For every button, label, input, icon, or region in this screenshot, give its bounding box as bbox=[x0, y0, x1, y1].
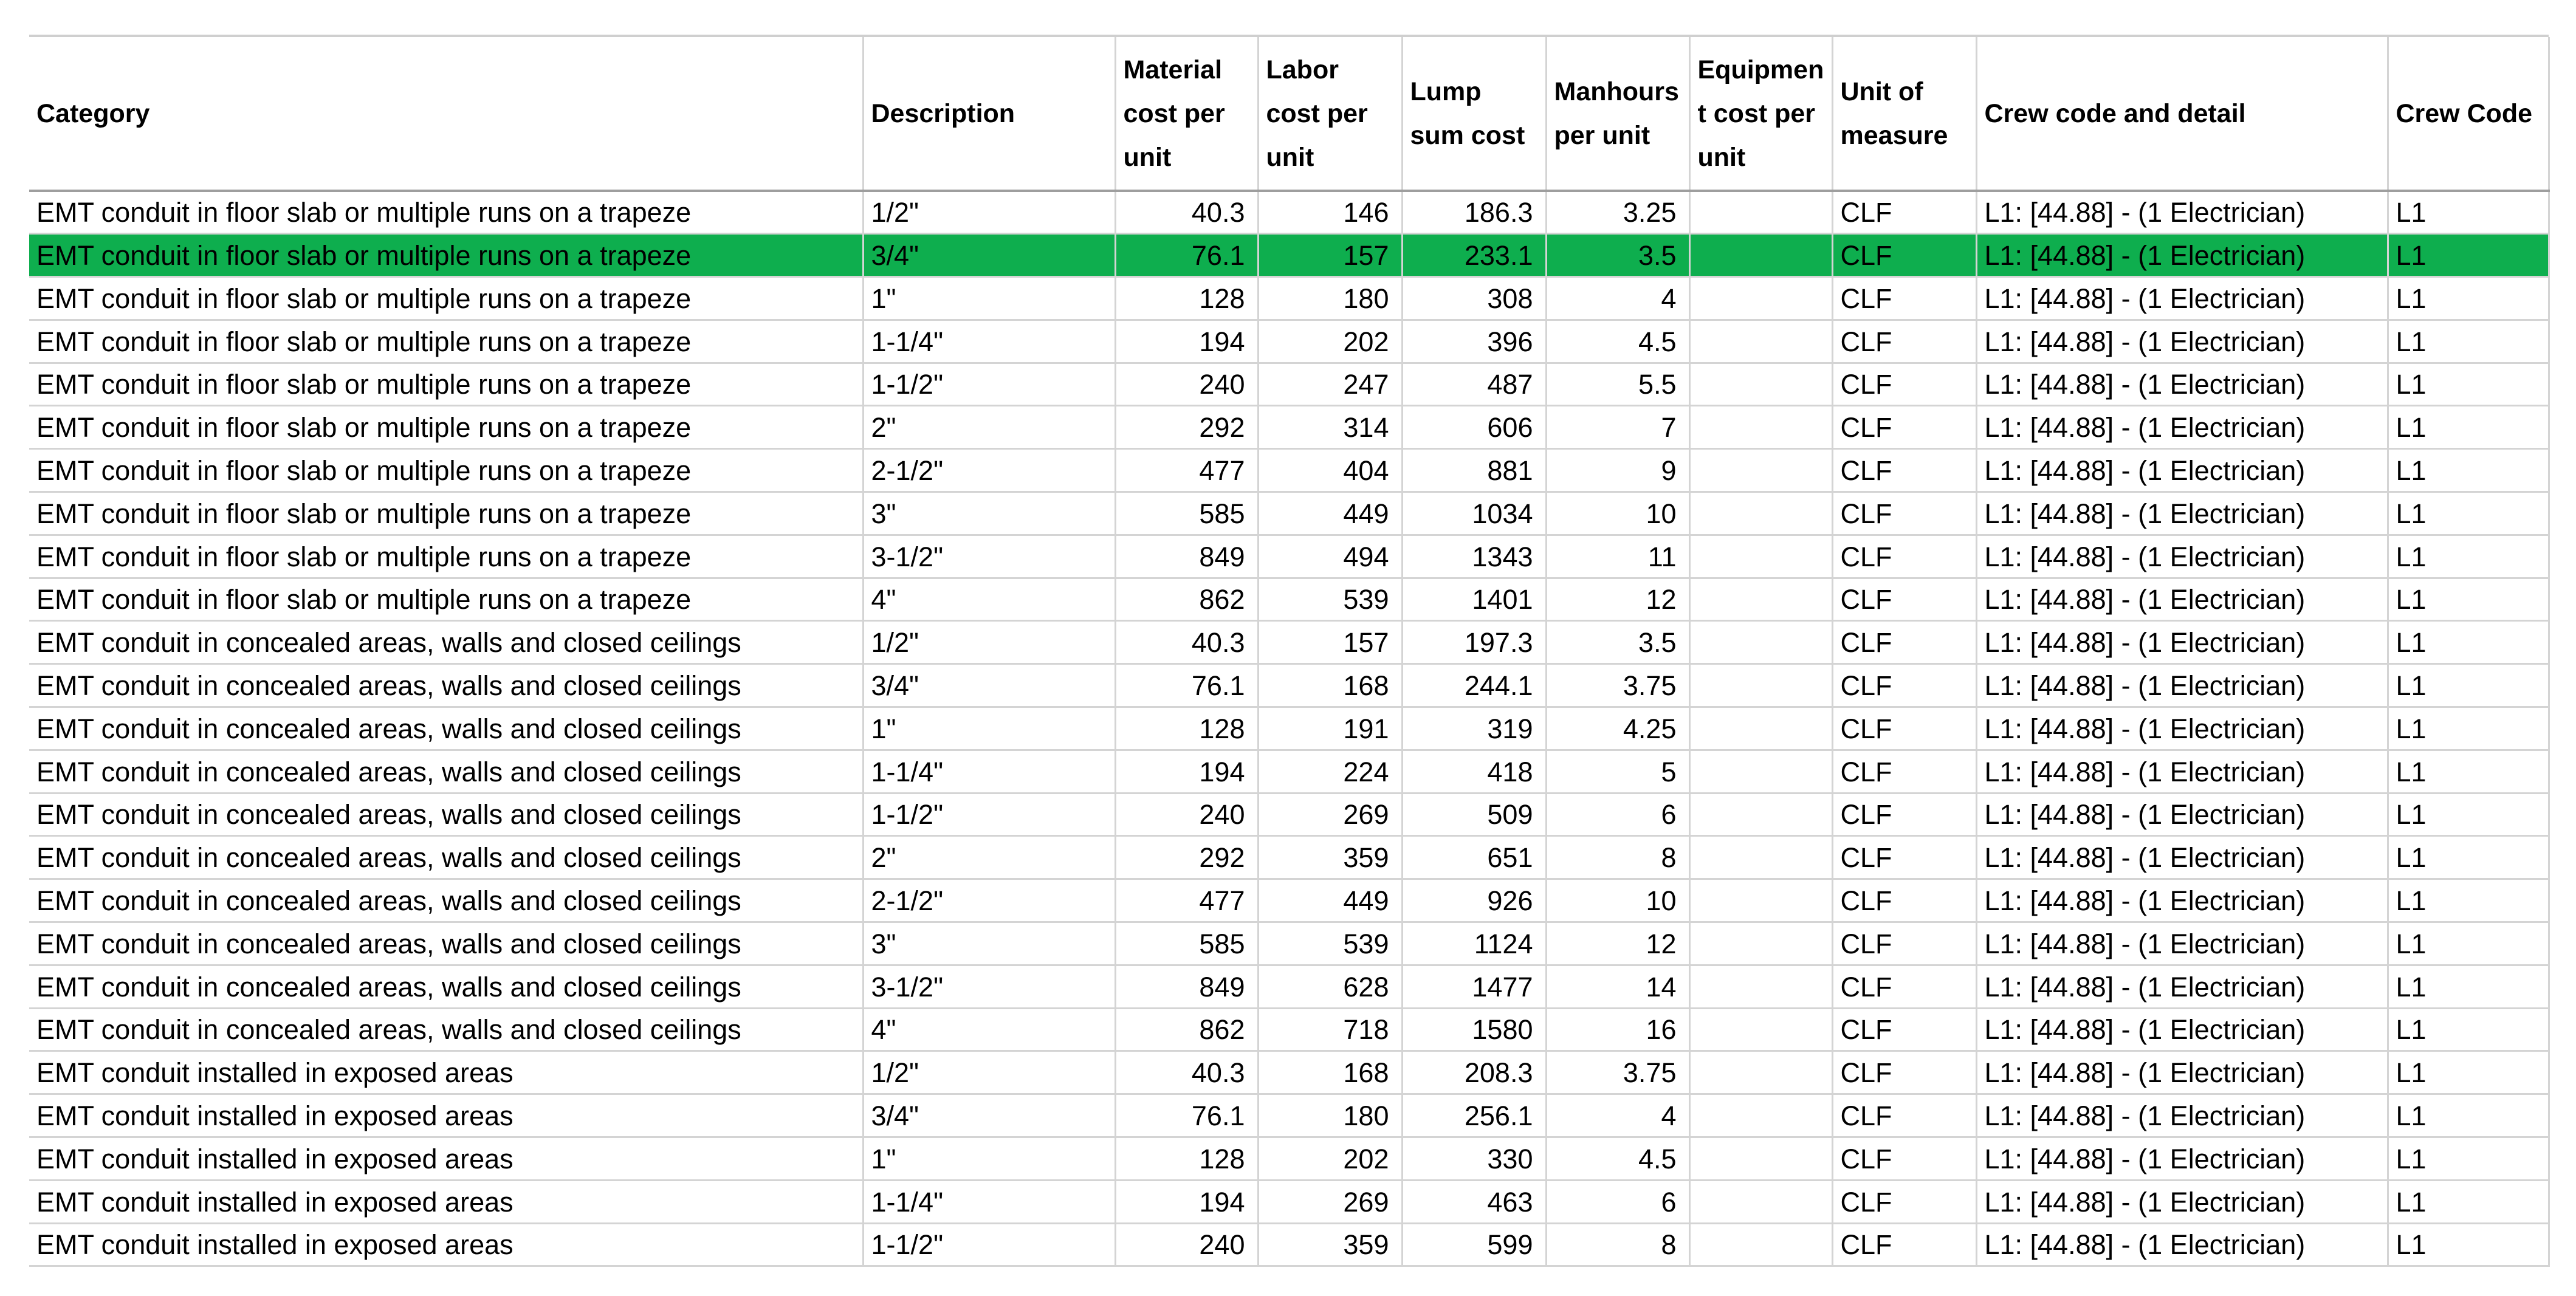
table-row[interactable] bbox=[29, 836, 2549, 879]
cell-description[interactable]: 1-1/2" bbox=[863, 363, 1115, 406]
cell-crew-detail[interactable]: L1: [44.88] - (1 Electrician) bbox=[1976, 191, 2388, 234]
cell-description[interactable]: 2" bbox=[863, 406, 1115, 449]
table-header bbox=[29, 37, 2549, 191]
cell-labor-cost[interactable]: 180 bbox=[1258, 277, 1402, 320]
cell-material-cost[interactable]: 292 bbox=[1115, 406, 1258, 449]
table-row[interactable] bbox=[29, 492, 2549, 535]
table-row[interactable] bbox=[29, 191, 2549, 234]
cell-equipment-cost[interactable] bbox=[1689, 1008, 1832, 1051]
cell-labor-cost[interactable]: 359 bbox=[1258, 836, 1402, 879]
cell-lump-sum-cost[interactable]: 1580 bbox=[1402, 1008, 1546, 1051]
cell-unit-of-measure[interactable]: CLF bbox=[1832, 449, 1976, 492]
cell-crew-detail[interactable]: L1: [44.88] - (1 Electrician) bbox=[1976, 1051, 2388, 1094]
cell-manhours[interactable]: 4 bbox=[1546, 277, 1689, 320]
cell-description[interactable]: 1-1/2" bbox=[863, 793, 1115, 836]
cell-crew-code[interactable]: L1 bbox=[2388, 965, 2549, 1008]
cell-manhours[interactable]: 7 bbox=[1546, 406, 1689, 449]
cell-material-cost[interactable]: 862 bbox=[1115, 1008, 1258, 1051]
cell-category[interactable]: EMT conduit installed in exposed areas bbox=[29, 1094, 863, 1137]
cell-category[interactable]: EMT conduit in floor slab or multiple runs on a trapeze bbox=[29, 191, 863, 234]
cell-unit-of-measure[interactable]: CLF bbox=[1832, 836, 1976, 879]
cell-unit-of-measure[interactable]: CLF bbox=[1832, 1223, 1976, 1266]
cell-lump-sum-cost[interactable]: 244.1 bbox=[1402, 664, 1546, 707]
table-row[interactable] bbox=[29, 1180, 2549, 1223]
cell-unit-of-measure[interactable]: CLF bbox=[1832, 277, 1976, 320]
cell-lump-sum-cost[interactable]: 418 bbox=[1402, 750, 1546, 793]
cell-manhours[interactable]: 4 bbox=[1546, 1094, 1689, 1137]
cell-description[interactable]: 1-1/4" bbox=[863, 1180, 1115, 1223]
cell-crew-detail[interactable]: L1: [44.88] - (1 Electrician) bbox=[1976, 621, 2388, 664]
table-row[interactable] bbox=[29, 578, 2549, 621]
cell-category[interactable]: EMT conduit in concealed areas, walls and closed ceilings bbox=[29, 1008, 863, 1051]
cell-material-cost[interactable]: 849 bbox=[1115, 965, 1258, 1008]
cell-lump-sum-cost[interactable]: 881 bbox=[1402, 449, 1546, 492]
cell-unit-of-measure[interactable]: CLF bbox=[1832, 793, 1976, 836]
cell-category[interactable]: EMT conduit in floor slab or multiple runs on a trapeze bbox=[29, 578, 863, 621]
cell-manhours[interactable]: 5 bbox=[1546, 750, 1689, 793]
cell-unit-of-measure[interactable]: CLF bbox=[1832, 492, 1976, 535]
cell-material-cost[interactable]: 76.1 bbox=[1115, 664, 1258, 707]
cell-equipment-cost[interactable] bbox=[1689, 277, 1832, 320]
cell-crew-detail[interactable]: L1: [44.88] - (1 Electrician) bbox=[1976, 707, 2388, 750]
cell-equipment-cost[interactable] bbox=[1689, 836, 1832, 879]
cell-crew-detail[interactable]: L1: [44.88] - (1 Electrician) bbox=[1976, 492, 2388, 535]
cell-unit-of-measure[interactable]: CLF bbox=[1832, 406, 1976, 449]
table-row[interactable] bbox=[29, 1094, 2549, 1137]
cell-labor-cost[interactable]: 449 bbox=[1258, 879, 1402, 922]
cell-crew-detail[interactable]: L1: [44.88] - (1 Electrician) bbox=[1976, 836, 2388, 879]
cell-equipment-cost[interactable] bbox=[1689, 320, 1832, 363]
table-row[interactable] bbox=[29, 922, 2549, 965]
cell-crew-detail[interactable]: L1: [44.88] - (1 Electrician) bbox=[1976, 449, 2388, 492]
cell-crew-detail[interactable]: L1: [44.88] - (1 Electrician) bbox=[1976, 535, 2388, 578]
cell-manhours[interactable]: 3.5 bbox=[1546, 234, 1689, 277]
cell-category[interactable]: EMT conduit in floor slab or multiple runs on a trapeze bbox=[29, 535, 863, 578]
header-description[interactable]: Description bbox=[863, 37, 1115, 191]
cell-crew-code[interactable]: L1 bbox=[2388, 578, 2549, 621]
cell-crew-code[interactable]: L1 bbox=[2388, 664, 2549, 707]
cell-labor-cost[interactable]: 180 bbox=[1258, 1094, 1402, 1137]
cell-labor-cost[interactable]: 157 bbox=[1258, 234, 1402, 277]
cell-lump-sum-cost[interactable]: 1401 bbox=[1402, 578, 1546, 621]
cell-category[interactable]: EMT conduit installed in exposed areas bbox=[29, 1223, 863, 1266]
header-crew-detail[interactable]: Crew code and detail bbox=[1976, 37, 2388, 191]
cell-equipment-cost[interactable] bbox=[1689, 664, 1832, 707]
cell-crew-code[interactable]: L1 bbox=[2388, 750, 2549, 793]
cell-lump-sum-cost[interactable]: 208.3 bbox=[1402, 1051, 1546, 1094]
cell-labor-cost[interactable]: 359 bbox=[1258, 1223, 1402, 1266]
cell-description[interactable]: 1" bbox=[863, 277, 1115, 320]
cell-crew-code[interactable]: L1 bbox=[2388, 191, 2549, 234]
cell-labor-cost[interactable]: 718 bbox=[1258, 1008, 1402, 1051]
cell-crew-detail[interactable]: L1: [44.88] - (1 Electrician) bbox=[1976, 1180, 2388, 1223]
cell-manhours[interactable]: 12 bbox=[1546, 922, 1689, 965]
cell-description[interactable]: 2" bbox=[863, 836, 1115, 879]
cell-crew-code[interactable]: L1 bbox=[2388, 363, 2549, 406]
table-body bbox=[29, 191, 2549, 1266]
cell-material-cost[interactable]: 240 bbox=[1115, 363, 1258, 406]
cell-equipment-cost[interactable] bbox=[1689, 707, 1832, 750]
cell-crew-detail[interactable]: L1: [44.88] - (1 Electrician) bbox=[1976, 1223, 2388, 1266]
table-row[interactable] bbox=[29, 363, 2549, 406]
cell-material-cost[interactable]: 240 bbox=[1115, 1223, 1258, 1266]
cell-labor-cost[interactable]: 168 bbox=[1258, 664, 1402, 707]
cell-unit-of-measure[interactable]: CLF bbox=[1832, 535, 1976, 578]
cell-equipment-cost[interactable] bbox=[1689, 191, 1832, 234]
cell-category[interactable]: EMT conduit in floor slab or multiple runs on a trapeze bbox=[29, 492, 863, 535]
cell-category[interactable]: EMT conduit in concealed areas, walls and closed ceilings bbox=[29, 922, 863, 965]
cell-unit-of-measure[interactable]: CLF bbox=[1832, 363, 1976, 406]
table-row[interactable] bbox=[29, 750, 2549, 793]
cell-unit-of-measure[interactable]: CLF bbox=[1832, 707, 1976, 750]
cell-equipment-cost[interactable] bbox=[1689, 750, 1832, 793]
cell-lump-sum-cost[interactable]: 308 bbox=[1402, 277, 1546, 320]
table-row[interactable] bbox=[29, 879, 2549, 922]
header-crew-code[interactable]: Crew Code bbox=[2388, 37, 2549, 191]
cell-material-cost[interactable]: 40.3 bbox=[1115, 621, 1258, 664]
cell-lump-sum-cost[interactable]: 926 bbox=[1402, 879, 1546, 922]
cell-lump-sum-cost[interactable]: 233.1 bbox=[1402, 234, 1546, 277]
cell-material-cost[interactable]: 292 bbox=[1115, 836, 1258, 879]
cell-category[interactable]: EMT conduit installed in exposed areas bbox=[29, 1051, 863, 1094]
header-equipment-cost[interactable]: Equipment cost per unit bbox=[1689, 37, 1832, 191]
cell-crew-detail[interactable]: L1: [44.88] - (1 Electrician) bbox=[1976, 922, 2388, 965]
cell-description[interactable]: 2-1/2" bbox=[863, 449, 1115, 492]
cell-labor-cost[interactable]: 494 bbox=[1258, 535, 1402, 578]
cell-crew-code[interactable]: L1 bbox=[2388, 1051, 2549, 1094]
cell-equipment-cost[interactable] bbox=[1689, 492, 1832, 535]
cell-crew-detail[interactable]: L1: [44.88] - (1 Electrician) bbox=[1976, 965, 2388, 1008]
cell-material-cost[interactable]: 849 bbox=[1115, 535, 1258, 578]
cell-category[interactable]: EMT conduit in concealed areas, walls and closed ceilings bbox=[29, 793, 863, 836]
header-lump-sum-cost[interactable]: Lump sum cost bbox=[1402, 37, 1546, 191]
cell-material-cost[interactable]: 128 bbox=[1115, 277, 1258, 320]
cell-crew-detail[interactable]: L1: [44.88] - (1 Electrician) bbox=[1976, 234, 2388, 277]
cell-crew-code[interactable]: L1 bbox=[2388, 320, 2549, 363]
cell-category[interactable]: EMT conduit in floor slab or multiple runs on a trapeze bbox=[29, 406, 863, 449]
cell-unit-of-measure[interactable]: CLF bbox=[1832, 578, 1976, 621]
cell-lump-sum-cost[interactable]: 330 bbox=[1402, 1137, 1546, 1181]
cell-crew-detail[interactable]: L1: [44.88] - (1 Electrician) bbox=[1976, 879, 2388, 922]
cell-crew-code[interactable]: L1 bbox=[2388, 234, 2549, 277]
table-row[interactable] bbox=[29, 1008, 2549, 1051]
header-material-cost[interactable]: Material cost per unit bbox=[1115, 37, 1258, 191]
cell-unit-of-measure[interactable]: CLF bbox=[1832, 750, 1976, 793]
cell-equipment-cost[interactable] bbox=[1689, 879, 1832, 922]
cell-unit-of-measure[interactable]: CLF bbox=[1832, 320, 1976, 363]
cell-category[interactable]: EMT conduit in concealed areas, walls and closed ceilings bbox=[29, 879, 863, 922]
table-row[interactable] bbox=[29, 1223, 2549, 1266]
cell-manhours[interactable]: 3.75 bbox=[1546, 1051, 1689, 1094]
cell-material-cost[interactable]: 585 bbox=[1115, 492, 1258, 535]
cell-equipment-cost[interactable] bbox=[1689, 1137, 1832, 1181]
cell-description[interactable]: 1-1/4" bbox=[863, 750, 1115, 793]
cell-unit-of-measure[interactable]: CLF bbox=[1832, 1051, 1976, 1094]
cell-category[interactable]: EMT conduit in concealed areas, walls and closed ceilings bbox=[29, 965, 863, 1008]
cell-material-cost[interactable]: 128 bbox=[1115, 707, 1258, 750]
cell-equipment-cost[interactable] bbox=[1689, 449, 1832, 492]
cell-manhours[interactable]: 16 bbox=[1546, 1008, 1689, 1051]
cell-lump-sum-cost[interactable]: 463 bbox=[1402, 1180, 1546, 1223]
cell-labor-cost[interactable]: 269 bbox=[1258, 793, 1402, 836]
cell-equipment-cost[interactable] bbox=[1689, 922, 1832, 965]
cell-category[interactable]: EMT conduit in concealed areas, walls and closed ceilings bbox=[29, 707, 863, 750]
cell-manhours[interactable]: 10 bbox=[1546, 492, 1689, 535]
cell-lump-sum-cost[interactable]: 1034 bbox=[1402, 492, 1546, 535]
cell-material-cost[interactable]: 862 bbox=[1115, 578, 1258, 621]
cell-crew-code[interactable]: L1 bbox=[2388, 277, 2549, 320]
cell-crew-code[interactable]: L1 bbox=[2388, 879, 2549, 922]
cell-lump-sum-cost[interactable]: 256.1 bbox=[1402, 1094, 1546, 1137]
cell-material-cost[interactable]: 194 bbox=[1115, 750, 1258, 793]
cell-lump-sum-cost[interactable]: 599 bbox=[1402, 1223, 1546, 1266]
cell-category[interactable]: EMT conduit installed in exposed areas bbox=[29, 1180, 863, 1223]
cell-unit-of-measure[interactable]: CLF bbox=[1832, 621, 1976, 664]
cell-unit-of-measure[interactable]: CLF bbox=[1832, 1008, 1976, 1051]
cell-description[interactable]: 1" bbox=[863, 1137, 1115, 1181]
cell-lump-sum-cost[interactable]: 509 bbox=[1402, 793, 1546, 836]
cell-equipment-cost[interactable] bbox=[1689, 363, 1832, 406]
cell-category[interactable]: EMT conduit in concealed areas, walls and closed ceilings bbox=[29, 621, 863, 664]
cell-equipment-cost[interactable] bbox=[1689, 1051, 1832, 1094]
cell-description[interactable]: 3" bbox=[863, 492, 1115, 535]
cell-equipment-cost[interactable] bbox=[1689, 578, 1832, 621]
cell-category[interactable]: EMT conduit in concealed areas, walls and closed ceilings bbox=[29, 836, 863, 879]
cell-unit-of-measure[interactable]: CLF bbox=[1832, 965, 1976, 1008]
cell-manhours[interactable]: 3.5 bbox=[1546, 621, 1689, 664]
cell-equipment-cost[interactable] bbox=[1689, 234, 1832, 277]
header-unit-of-measure[interactable]: Unit of measure bbox=[1832, 37, 1976, 191]
cell-equipment-cost[interactable] bbox=[1689, 535, 1832, 578]
cell-manhours[interactable]: 4.5 bbox=[1546, 320, 1689, 363]
cell-crew-code[interactable]: L1 bbox=[2388, 449, 2549, 492]
cell-crew-code[interactable]: L1 bbox=[2388, 535, 2549, 578]
cell-material-cost[interactable]: 40.3 bbox=[1115, 191, 1258, 234]
cell-material-cost[interactable]: 128 bbox=[1115, 1137, 1258, 1181]
cell-lump-sum-cost[interactable]: 1343 bbox=[1402, 535, 1546, 578]
cell-description[interactable]: 3" bbox=[863, 922, 1115, 965]
cell-labor-cost[interactable]: 247 bbox=[1258, 363, 1402, 406]
cell-lump-sum-cost[interactable]: 487 bbox=[1402, 363, 1546, 406]
cell-unit-of-measure[interactable]: CLF bbox=[1832, 1094, 1976, 1137]
cell-lump-sum-cost[interactable]: 606 bbox=[1402, 406, 1546, 449]
cell-labor-cost[interactable]: 449 bbox=[1258, 492, 1402, 535]
cell-description[interactable]: 1-1/4" bbox=[863, 320, 1115, 363]
cell-labor-cost[interactable]: 191 bbox=[1258, 707, 1402, 750]
cell-description[interactable]: 1/2" bbox=[863, 621, 1115, 664]
cell-crew-code[interactable]: L1 bbox=[2388, 1223, 2549, 1266]
cell-lump-sum-cost[interactable]: 197.3 bbox=[1402, 621, 1546, 664]
cell-description[interactable]: 1-1/2" bbox=[863, 1223, 1115, 1266]
cell-description[interactable]: 1/2" bbox=[863, 191, 1115, 234]
cell-category[interactable]: EMT conduit in concealed areas, walls and closed ceilings bbox=[29, 750, 863, 793]
cell-category[interactable]: EMT conduit in concealed areas, walls and closed ceilings bbox=[29, 664, 863, 707]
cell-labor-cost[interactable]: 202 bbox=[1258, 320, 1402, 363]
table-row[interactable] bbox=[29, 621, 2549, 664]
table-row[interactable] bbox=[29, 535, 2549, 578]
cell-description[interactable]: 1" bbox=[863, 707, 1115, 750]
cell-crew-detail[interactable]: L1: [44.88] - (1 Electrician) bbox=[1976, 320, 2388, 363]
table-row[interactable] bbox=[29, 449, 2549, 492]
cell-labor-cost[interactable]: 539 bbox=[1258, 578, 1402, 621]
cell-description[interactable]: 4" bbox=[863, 1008, 1115, 1051]
cell-lump-sum-cost[interactable]: 1477 bbox=[1402, 965, 1546, 1008]
cell-equipment-cost[interactable] bbox=[1689, 965, 1832, 1008]
cell-description[interactable]: 1/2" bbox=[863, 1051, 1115, 1094]
cell-crew-code[interactable]: L1 bbox=[2388, 1008, 2549, 1051]
cell-description[interactable]: 3-1/2" bbox=[863, 535, 1115, 578]
cell-manhours[interactable]: 3.25 bbox=[1546, 191, 1689, 234]
cell-material-cost[interactable]: 477 bbox=[1115, 879, 1258, 922]
cell-unit-of-measure[interactable]: CLF bbox=[1832, 234, 1976, 277]
cell-manhours[interactable]: 5.5 bbox=[1546, 363, 1689, 406]
cell-manhours[interactable]: 6 bbox=[1546, 1180, 1689, 1223]
cell-description[interactable]: 3/4" bbox=[863, 1094, 1115, 1137]
table-row[interactable] bbox=[29, 1137, 2549, 1181]
cell-manhours[interactable]: 3.75 bbox=[1546, 664, 1689, 707]
cell-crew-detail[interactable]: L1: [44.88] - (1 Electrician) bbox=[1976, 363, 2388, 406]
cell-unit-of-measure[interactable]: CLF bbox=[1832, 1180, 1976, 1223]
cell-material-cost[interactable]: 240 bbox=[1115, 793, 1258, 836]
table-row[interactable] bbox=[29, 793, 2549, 836]
cell-manhours[interactable]: 8 bbox=[1546, 1223, 1689, 1266]
cell-crew-code[interactable]: L1 bbox=[2388, 1180, 2549, 1223]
cell-description[interactable]: 3/4" bbox=[863, 664, 1115, 707]
cell-crew-code[interactable]: L1 bbox=[2388, 793, 2549, 836]
cell-crew-code[interactable]: L1 bbox=[2388, 621, 2549, 664]
cell-crew-detail[interactable]: L1: [44.88] - (1 Electrician) bbox=[1976, 1137, 2388, 1181]
cell-labor-cost[interactable]: 202 bbox=[1258, 1137, 1402, 1181]
cell-equipment-cost[interactable] bbox=[1689, 1094, 1832, 1137]
cell-labor-cost[interactable]: 157 bbox=[1258, 621, 1402, 664]
cell-material-cost[interactable]: 40.3 bbox=[1115, 1051, 1258, 1094]
cell-manhours[interactable]: 4.5 bbox=[1546, 1137, 1689, 1181]
cell-material-cost[interactable]: 76.1 bbox=[1115, 1094, 1258, 1137]
cell-labor-cost[interactable]: 628 bbox=[1258, 965, 1402, 1008]
cell-labor-cost[interactable]: 168 bbox=[1258, 1051, 1402, 1094]
cell-equipment-cost[interactable] bbox=[1689, 406, 1832, 449]
cell-crew-code[interactable]: L1 bbox=[2388, 707, 2549, 750]
cell-unit-of-measure[interactable]: CLF bbox=[1832, 191, 1976, 234]
cell-labor-cost[interactable]: 539 bbox=[1258, 922, 1402, 965]
cell-manhours[interactable]: 14 bbox=[1546, 965, 1689, 1008]
cell-equipment-cost[interactable] bbox=[1689, 621, 1832, 664]
cell-category[interactable]: EMT conduit in floor slab or multiple runs on a trapeze bbox=[29, 320, 863, 363]
cell-description[interactable]: 3/4" bbox=[863, 234, 1115, 277]
cell-manhours[interactable]: 8 bbox=[1546, 836, 1689, 879]
spreadsheet-grid bbox=[29, 35, 2549, 1267]
cell-unit-of-measure[interactable]: CLF bbox=[1832, 664, 1976, 707]
cell-crew-detail[interactable]: L1: [44.88] - (1 Electrician) bbox=[1976, 750, 2388, 793]
cell-manhours[interactable]: 4.25 bbox=[1546, 707, 1689, 750]
cell-crew-detail[interactable]: L1: [44.88] - (1 Electrician) bbox=[1976, 664, 2388, 707]
cell-crew-detail[interactable]: L1: [44.88] - (1 Electrician) bbox=[1976, 1094, 2388, 1137]
cell-material-cost[interactable]: 76.1 bbox=[1115, 234, 1258, 277]
cell-crew-code[interactable]: L1 bbox=[2388, 406, 2549, 449]
cell-lump-sum-cost[interactable]: 186.3 bbox=[1402, 191, 1546, 234]
cell-category[interactable]: EMT conduit in floor slab or multiple runs on a trapeze bbox=[29, 363, 863, 406]
cell-description[interactable]: 2-1/2" bbox=[863, 879, 1115, 922]
cell-manhours[interactable]: 11 bbox=[1546, 535, 1689, 578]
cell-unit-of-measure[interactable]: CLF bbox=[1832, 879, 1976, 922]
cell-material-cost[interactable]: 194 bbox=[1115, 1180, 1258, 1223]
cell-category[interactable]: EMT conduit installed in exposed areas bbox=[29, 1137, 863, 1181]
cell-crew-code[interactable]: L1 bbox=[2388, 1094, 2549, 1137]
cell-unit-of-measure[interactable]: CLF bbox=[1832, 922, 1976, 965]
cell-crew-detail[interactable]: L1: [44.88] - (1 Electrician) bbox=[1976, 793, 2388, 836]
cell-crew-code[interactable]: L1 bbox=[2388, 836, 2549, 879]
cell-labor-cost[interactable]: 404 bbox=[1258, 449, 1402, 492]
cell-manhours[interactable]: 10 bbox=[1546, 879, 1689, 922]
cell-equipment-cost[interactable] bbox=[1689, 1223, 1832, 1266]
cell-description[interactable]: 3-1/2" bbox=[863, 965, 1115, 1008]
table-row[interactable] bbox=[29, 320, 2549, 363]
table-row[interactable] bbox=[29, 707, 2549, 750]
cell-category[interactable]: EMT conduit in floor slab or multiple runs on a trapeze bbox=[29, 449, 863, 492]
cell-labor-cost[interactable]: 314 bbox=[1258, 406, 1402, 449]
cell-manhours[interactable]: 12 bbox=[1546, 578, 1689, 621]
cell-crew-detail[interactable]: L1: [44.88] - (1 Electrician) bbox=[1976, 277, 2388, 320]
cell-labor-cost[interactable]: 146 bbox=[1258, 191, 1402, 234]
cell-equipment-cost[interactable] bbox=[1689, 1180, 1832, 1223]
cell-description[interactable]: 4" bbox=[863, 578, 1115, 621]
cell-manhours[interactable]: 9 bbox=[1546, 449, 1689, 492]
header-manhours[interactable]: Manhours per unit bbox=[1546, 37, 1689, 191]
cell-lump-sum-cost[interactable]: 319 bbox=[1402, 707, 1546, 750]
cell-category[interactable]: EMT conduit in floor slab or multiple runs on a trapeze bbox=[29, 277, 863, 320]
header-row bbox=[29, 37, 2549, 191]
table-row[interactable] bbox=[29, 406, 2549, 449]
cell-category[interactable]: EMT conduit in floor slab or multiple runs on a trapeze bbox=[29, 234, 863, 277]
cell-labor-cost[interactable]: 224 bbox=[1258, 750, 1402, 793]
table-row[interactable] bbox=[29, 1051, 2549, 1094]
cell-material-cost[interactable]: 477 bbox=[1115, 449, 1258, 492]
cell-lump-sum-cost[interactable]: 1124 bbox=[1402, 922, 1546, 965]
cell-manhours[interactable]: 6 bbox=[1546, 793, 1689, 836]
cell-material-cost[interactable]: 585 bbox=[1115, 922, 1258, 965]
table-row[interactable] bbox=[29, 277, 2549, 320]
table-row-selected[interactable] bbox=[29, 234, 2549, 277]
cell-crew-detail[interactable]: L1: [44.88] - (1 Electrician) bbox=[1976, 406, 2388, 449]
cell-material-cost[interactable]: 194 bbox=[1115, 320, 1258, 363]
cell-crew-code[interactable]: L1 bbox=[2388, 922, 2549, 965]
header-labor-cost[interactable]: Labor cost per unit bbox=[1258, 37, 1402, 191]
table-row[interactable] bbox=[29, 965, 2549, 1008]
cell-crew-detail[interactable]: L1: [44.88] - (1 Electrician) bbox=[1976, 1008, 2388, 1051]
cell-equipment-cost[interactable] bbox=[1689, 793, 1832, 836]
cell-lump-sum-cost[interactable]: 396 bbox=[1402, 320, 1546, 363]
cell-crew-detail[interactable]: L1: [44.88] - (1 Electrician) bbox=[1976, 578, 2388, 621]
cell-lump-sum-cost[interactable]: 651 bbox=[1402, 836, 1546, 879]
header-category[interactable]: Category bbox=[29, 37, 863, 191]
cost-table bbox=[29, 37, 2550, 1267]
table-row[interactable] bbox=[29, 664, 2549, 707]
cell-labor-cost[interactable]: 269 bbox=[1258, 1180, 1402, 1223]
cell-unit-of-measure[interactable]: CLF bbox=[1832, 1137, 1976, 1181]
cell-crew-code[interactable]: L1 bbox=[2388, 1137, 2549, 1181]
cell-crew-code[interactable]: L1 bbox=[2388, 492, 2549, 535]
